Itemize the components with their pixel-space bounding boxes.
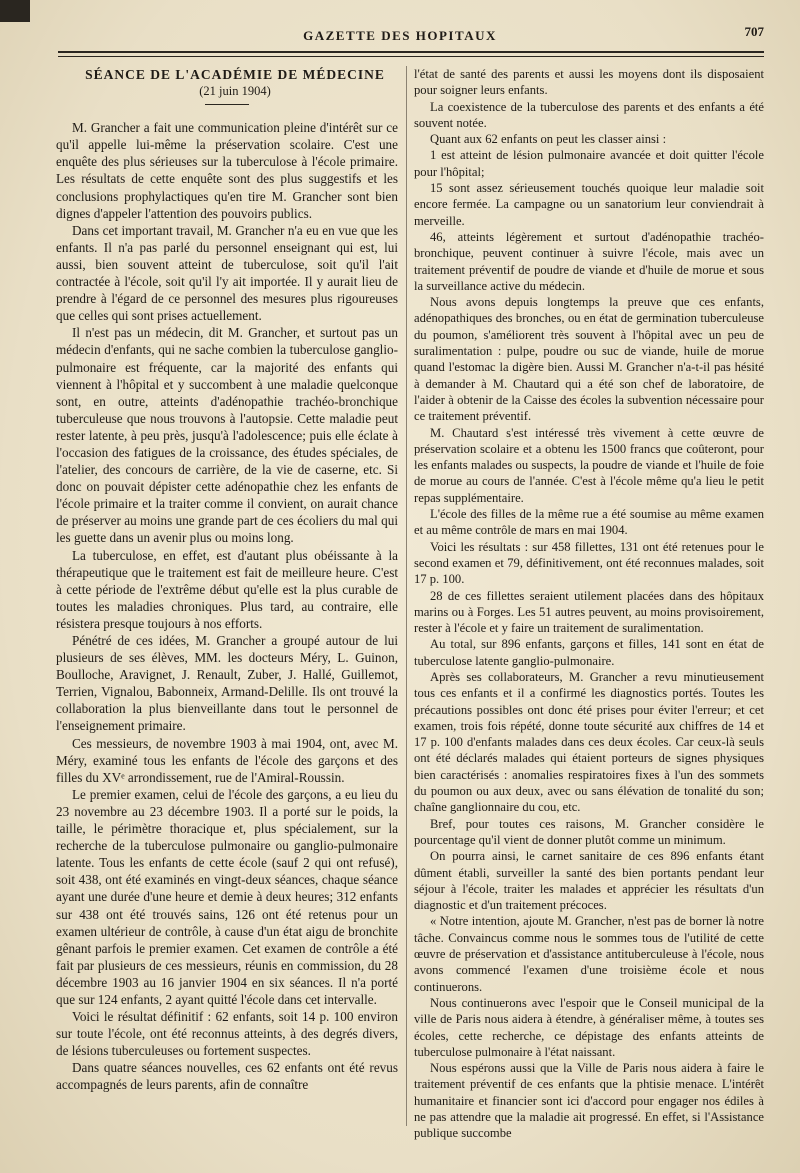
paragraph: M. Grancher a fait une communication pleine d'intérêt sur ce qu'il appelle lui-même la préservation scolaire. C'est une enquête des plus sérieuses sur la tuberculose à l'école primaire. Les résultats de cette enquête sont des plus suggestifs et les conclusions prophylactiques qu'en tire M. Grancher sont bien dignes d'appeler l'attention des pouvoirs publics. xyxy=(56,120,398,221)
paragraph: « Notre intention, ajoute M. Grancher, n'est pas de borner là notre tâche. Convaincus comme nous le sommes tous de l'utilité de cette œuvre de préservation et d'assistance antituberculeuse à l'école, nous avons commencé l'examen d'une troisième école et nous continuerons. xyxy=(414,914,764,994)
paragraph: Dans quatre séances nouvelles, ces 62 enfants ont été revus accompagnés de leurs parents, afin de connaître xyxy=(56,1060,398,1093)
paragraph: Quant aux 62 enfants on peut les classer ainsi : xyxy=(430,132,667,147)
paragraph: Le premier examen, celui de l'école des garçons, a eu lieu du 23 novembre au 23 décembre 1903. Il a porté sur le poids, la taille, le périmètre thoracique et, plus spécialement, sur la recherche de la tuberculose pulmonaire ou ganglio-pulmonaire latente. Tous les enfants de cette école (sauf 2 qui ont refusé), soit 438, ont été examinés en vingt-deux séances, chaque séance ayant une durée d'une heure et demie à deux heures; 312 enfants sur 438 ont été trouvés sains, 126 ont été retenus pour un examen ultérieur de contrôle, à cause d'un état aigu de bronchite gênant parfois le premier examen. Cet examen de contrôle a été fait par plusieurs de ces messieurs, réunis en commission, du 28 décembre 1903 au 16 janvier 1904 en six séances. Il n'a porté que sur 124 enfants, 2 ayant quitté l'école dans cet intervalle. xyxy=(56,786,398,1007)
paragraph: 46, atteints légèrement et surtout d'adénopathie trachéo-bronchique, peuvent continuer à suivre l'école, mais avec un traitement préventif de poudre de viande et d'huile de morue et sous la surveillance active du médecin. xyxy=(414,229,764,293)
paragraph: Nous continuerons avec l'espoir que le Conseil municipal de la ville de Paris nous aidera à étendre, à généraliser même, à toutes ses écoles, cette recherche, ce dépistage des enfants atteints de tuberculose pulmonaire à l'état naissant. xyxy=(414,995,764,1059)
paragraph: On pourra ainsi, le carnet sanitaire de ces 896 enfants étant dûment établi, surveiller la santé des bien portants pendant leur séjour à l'école, traiter les malades et apprécier les résultats d'un diagnostic et d'un traitement précoces. xyxy=(414,849,764,913)
paragraph: 1 est atteint de lésion pulmonaire avancée et doit quitter l'école pour l'hôpital; xyxy=(414,148,764,179)
header-rule-thick xyxy=(58,51,764,53)
paragraph: 28 de ces fillettes seraient utilement placées dans des hôpitaux marins ou à Forges. Les 51 autres peuvent, au moins provisoirement, rester à l'école et y faire un traitement de suralimentation. xyxy=(414,588,764,636)
left-paragraphs xyxy=(56,119,398,1093)
paragraph: La coexistence de la tuberculose des parents et des enfants a été souvent notée. xyxy=(414,99,764,130)
title-divider xyxy=(205,104,249,105)
paragraph: Après ses collaborateurs, M. Grancher a revu minutieusement tous ces enfants et il a confirmé les diagnostics portés. Toutes les précautions possibles ont donc été prises pour éviter l'erreur; et cet examen, trois fois répété, donne toute sécurité aux chiffres de 14 et 17 p. 100 d'enfants malades dans ces deux écoles. Car ceux-là seuls ont été déclarés malades qui étaient porteurs de signes physiques bien caractérisés : anomalies respiratoires fixes à l'un des sommets du poumon ou aux deux, avec ou sans élévation de tonalité du son; chaîne ganglionnaire du cou, etc. xyxy=(414,669,764,815)
paragraph: L'école des filles de la même rue a été soumise au même examen et au même contrôle de mars en mai 1904. xyxy=(414,507,764,538)
paragraph: Dans cet important travail, M. Grancher n'a eu en vue que les enfants. Il n'a pas parlé du personnel enseignant qui est, lui aussi, bien souvent atteint de tuberculose, soit qu'il l'ait contractée à l'école, soit qu'il l'y ait importée. Il y aurait lieu de prendre à l'égard de ce personnel des mesures plus rigoureuses que celles qui sont prises actuellement. xyxy=(56,222,398,324)
paragraph: Pénétré de ces idées, M. Grancher a groupé autour de lui plusieurs de ses élèves, MM. les docteurs Méry, L. Guinon, Boulloche, Aravignet, J. Renault, Zuber, J. Hallé, Guillemot, Terrien, Vignalou, Babonneix, Armand-Delille. Ils ont trouvé la collaboration la plus bienveillante dans tout le personnel de l'enseignement primaire. xyxy=(56,633,398,734)
paragraph: Voici les résultats : sur 458 fillettes, 131 ont été retenues pour le second examen et 79, définitivement, ont été reconnues malades, soit 17 p. 100. xyxy=(414,539,764,587)
article-date: (21 juin 1904) xyxy=(199,84,271,99)
paragraph: La tuberculose, en effet, est d'autant plus obéissante à la thérapeutique que le traitement est fait de meilleure heure. C'est à cette période de l'extrême début qu'elle est la plus curable de toutes les maladies chroniques. Plus tard, au contraire, elle résistera presque toujours à nos efforts. xyxy=(56,547,398,631)
page-number: 707 xyxy=(744,24,764,39)
paragraph: M. Chautard s'est intéressé très vivement à cette œuvre de préservation scolaire et a obtenu les 1500 francs que coûteront, pour les enfants malades ou suspects, la poudre de viande et l'huile de foie de morue au cours de l'année. C'est à l'école même qu'a lieu le petit repas supplémentaire. xyxy=(414,425,764,505)
paragraph: Nous espérons aussi que la Ville de Paris nous aidera à faire le traitement préventif de ces enfants que la phtisie menace. L'intérêt humanitaire et financier sont ici d'accord pour engager nos édiles à ne pas attendre que la maladie ait progressé. En effet, si l'Assistance publique succombe xyxy=(414,1061,764,1141)
paragraph: Bref, pour toutes ces raisons, M. Grancher considère le pourcentage qu'il vient de donner plutôt comme un minimum. xyxy=(414,816,764,847)
paragraph: Ces messieurs, de novembre 1903 à mai 1904, ont, avec M. Méry, examiné tous les enfants de l'école des garçons et des filles du XVᵉ arrondissement, rue de l'Amiral-Roussin. xyxy=(56,735,398,785)
paragraph: Voici le résultat définitif : 62 enfants, soit 14 p. 100 environ sur toute l'école, ont été reconnus atteints, à des degrés divers, de lésions tuberculeuses ou fortement suspectes. xyxy=(56,1009,398,1059)
paragraph: Il n'est pas un médecin, dit M. Grancher, et surtout pas un médecin d'enfants, qui ne sache combien la tuberculose ganglio-pulmonaire est fréquente, car la majorité des enfants qui viennent à l'hôpital et y succombent à une maladie quelconque sont, en outre, atteints d'adénopathie trachéo-bronchique tuberculeuse que nous trouvons à l'autopsie. Cette maladie peut rester latente, à peu près, jusqu'à l'adolescence; puis elle éclate à l'occasion des fatigues de la croissance, des études spéciales, de l'atelier, des concours de carrière, de la vie de caserne, etc. Si donc on pouvait dépister cette adénopathie chez les enfants de l'école primaire et la traiter comme il convient, on aurait chance de préserver au moins une grande part de ces écoliers du mal qui les guette dans un avenir plus ou moins long. xyxy=(56,325,398,546)
right-column xyxy=(414,66,764,1142)
scan-corner-mark xyxy=(0,0,30,22)
paragraph: l'état de santé des parents et aussi les moyens dont ils disposaient pour soigner leurs enfants. xyxy=(414,67,764,98)
article-title: SÉANCE DE L'ACADÉMIE DE MÉDECINE xyxy=(85,67,385,82)
left-column xyxy=(56,66,398,1094)
paragraph: Nous avons depuis longtemps la preuve que ces enfants, adénopathiques des bronches, ou en état de germination tuberculeuse du poumon, s'améliorent très souvent à l'hôpital avec un peu de suralimentation : pulpe, poudre ou suc de viande, huile de morue quand l'estomac la digère bien. Aussi M. Grancher n'a-t-il pas hésité à demander à M. Chautard qui a été son chef de laboratoire, de l'aider à obtenir de la Caisse des écoles la subvention nécessaire pour ce traitement préventif. xyxy=(414,295,764,424)
running-title: GAZETTE DES HOPITAUX xyxy=(303,28,497,43)
paragraph: 15 sont assez sérieusement touchés quoique leur maladie soit encore fermée. La campagne ou un sanatorium leur conviendrait à merveille. xyxy=(414,181,764,228)
header-rule-thin xyxy=(58,56,764,57)
right-paragraphs xyxy=(414,66,764,1142)
column-divider xyxy=(406,66,407,1126)
paragraph: Au total, sur 896 enfants, garçons et filles, 141 sont en état de tuberculose latente ganglio-pulmonaire. xyxy=(414,637,764,668)
